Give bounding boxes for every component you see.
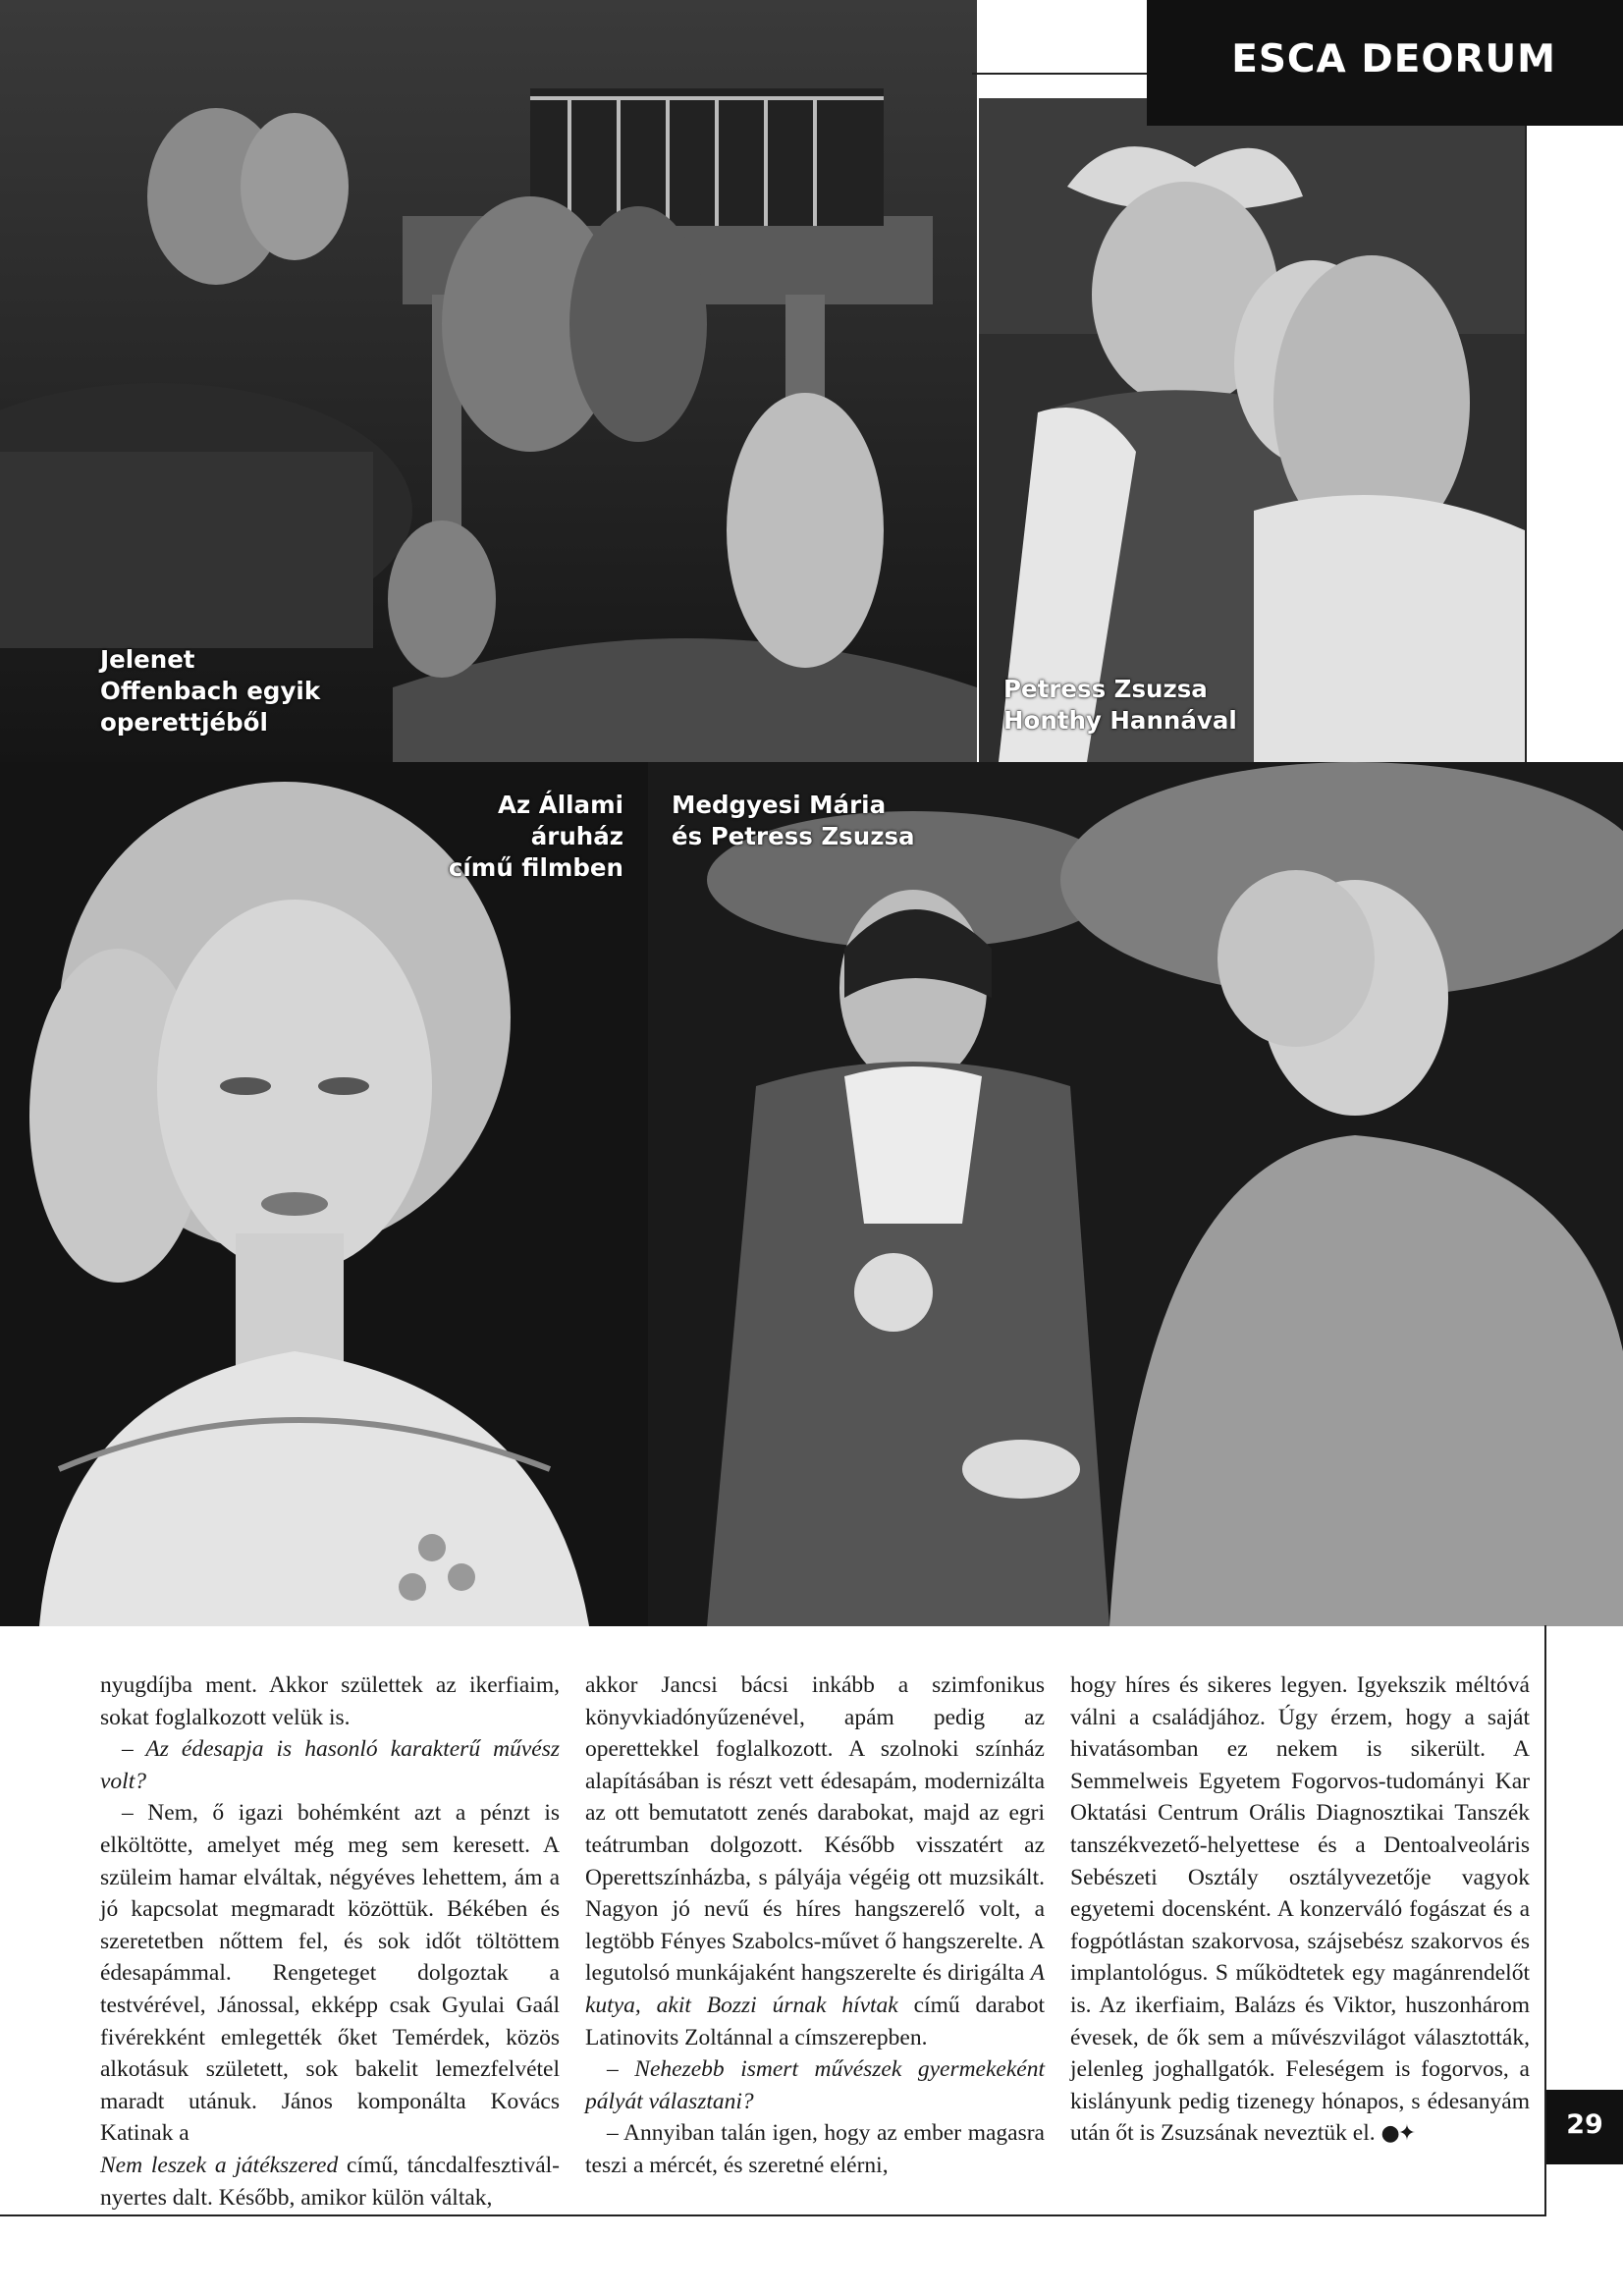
page-number: 29	[1566, 2109, 1603, 2140]
article-column-2	[585, 1669, 1045, 2182]
song-title: Nem leszek a játékszered	[100, 2152, 339, 2178]
caption-line: Offenbach egyik	[100, 677, 321, 705]
header-rule	[972, 73, 1149, 75]
paragraph-text: című darabot Latinovits Zoltánnal a címszerepben.	[585, 1992, 1045, 2050]
caption-line: Honthy Hannával	[1003, 706, 1237, 735]
caption-line: című filmben	[448, 853, 623, 882]
paragraph-text: hogy híres és sikeres legyen. Igyekszik méltóvá válni a családjához. Úgy érzem, hogy a saját hivatásomban ez nekem is sikerült. A Semmelweis Egyetem Fogorvos-tudományi Kar Oktatási Centrum Orális Diagnosztikai Tanszék tanszékvezető-helyettese és a Dentoalveoláris Sebészeti Osztály osztályvezetője vagyok egyetemi docensként. A konzerváló fogászat és a fogpótlástan szakorvosa, szájsebész szakorvos és implantológus. S működtetek egy magánrendelőt is. Az ikerfiaim, Balázs és Viktor, huszonhárom évesek, de ők sem a művészvilágot választották, jelenleg joghallgatók. Feleségem is fogorvos, a kislányunk pedig tizenegy hónapos, s édesanyám után őt is Zsuzsának neveztük el.	[1070, 1672, 1530, 2147]
caption-line: Az Állami áruház	[498, 791, 623, 850]
end-of-article-icon: ●✦	[1380, 2121, 1415, 2147]
caption-line: Jelenet	[100, 645, 195, 674]
caption-allami-aruhaz	[412, 790, 623, 884]
paragraph-text: akkor Jancsi bácsi inkább a szimfonikus könyvkiadónyűzenével, apám pedig az operettekkel foglalkozott. A szolnoki színház alapításában is részt vett édesapám, modernizálta az ott bemutatott zenés darabokat, majd az egri teátrumban dolgozott. Később visszatért az Operettszínházba, s pályája végéig ott muzsikált. Nagyon jó nevű és híres hangszerelő volt, a legtöbb Fényes Szabolcs-művet ő hangszerelte. A legutolsó munkájaként hangszerelte és dirigálta	[585, 1672, 1045, 1987]
paragraph	[100, 2150, 560, 2214]
question-text: – Nehezebb ismert művészek gyermekeként pályát választani?	[585, 2056, 1045, 2114]
frame-rule	[1525, 126, 1527, 762]
caption-petress-honthy	[1003, 674, 1237, 737]
caption-medgyesi-petress	[672, 790, 915, 852]
caption-line: Petress Zsuzsa	[1003, 675, 1208, 703]
interview-question	[585, 2053, 1045, 2117]
paragraph: – Nem, ő igazi bohémként azt a pénzt is elköltötte, amelyet még meg sem keresett. A szüleim hamar elváltak, négyéves lehettem, ám a jó kapcsolat megmaradt közöttük. Békében és szeretetben nőttem fel, és sok időt töltöttem édesapámmal. Rengeteget dolgoztak a testvérével, Jánossal, ekképp csak Gyulai Gaál fivérekként emlegették őket Temérdek, közös alkotásuk született, sok bakelit lemezfelvétel maradt utánuk. János komponálta Kovács Katinak a	[100, 1800, 560, 2147]
paragraph	[1070, 1669, 1530, 2151]
question-text: – Az édesapja is hasonló karakterű művész volt?	[100, 1736, 560, 1794]
photo-allami-aruhaz	[0, 762, 648, 1626]
interview-question	[100, 1733, 560, 1797]
paragraph	[585, 1669, 1045, 2053]
section-title: ESCA DEORUM	[1231, 37, 1556, 82]
caption-line: operettjéből	[100, 708, 268, 737]
play-title: A kutya, akit Bozzi úrnak hívtak	[585, 1960, 1045, 2018]
paragraph: – Annyiban talán igen, hogy az ember magasra teszi a mércét, és szeretné elérni,	[585, 2120, 1045, 2178]
caption-offenbach-scene	[100, 644, 320, 738]
article-column-1	[100, 1669, 560, 2214]
section-header-tab	[1147, 0, 1623, 126]
photo-medgyesi-petress	[648, 762, 1623, 1626]
photo-petress-honthy	[979, 98, 1525, 762]
paragraph: nyugdíjba ment. Akkor születtek az ikerfiaim, sokat foglalkozott velük is.	[100, 1672, 560, 1730]
caption-line: és Petress Zsuzsa	[672, 822, 915, 850]
paragraph-text: című, táncdalfesztivál-nyertes dalt. Később, amikor külön váltak,	[100, 2152, 561, 2211]
page-number-tab	[1546, 2090, 1623, 2164]
article-column-3	[1070, 1669, 1530, 2151]
caption-line: Medgyesi Mária	[672, 791, 887, 819]
frame-rule	[0, 2214, 1546, 2216]
